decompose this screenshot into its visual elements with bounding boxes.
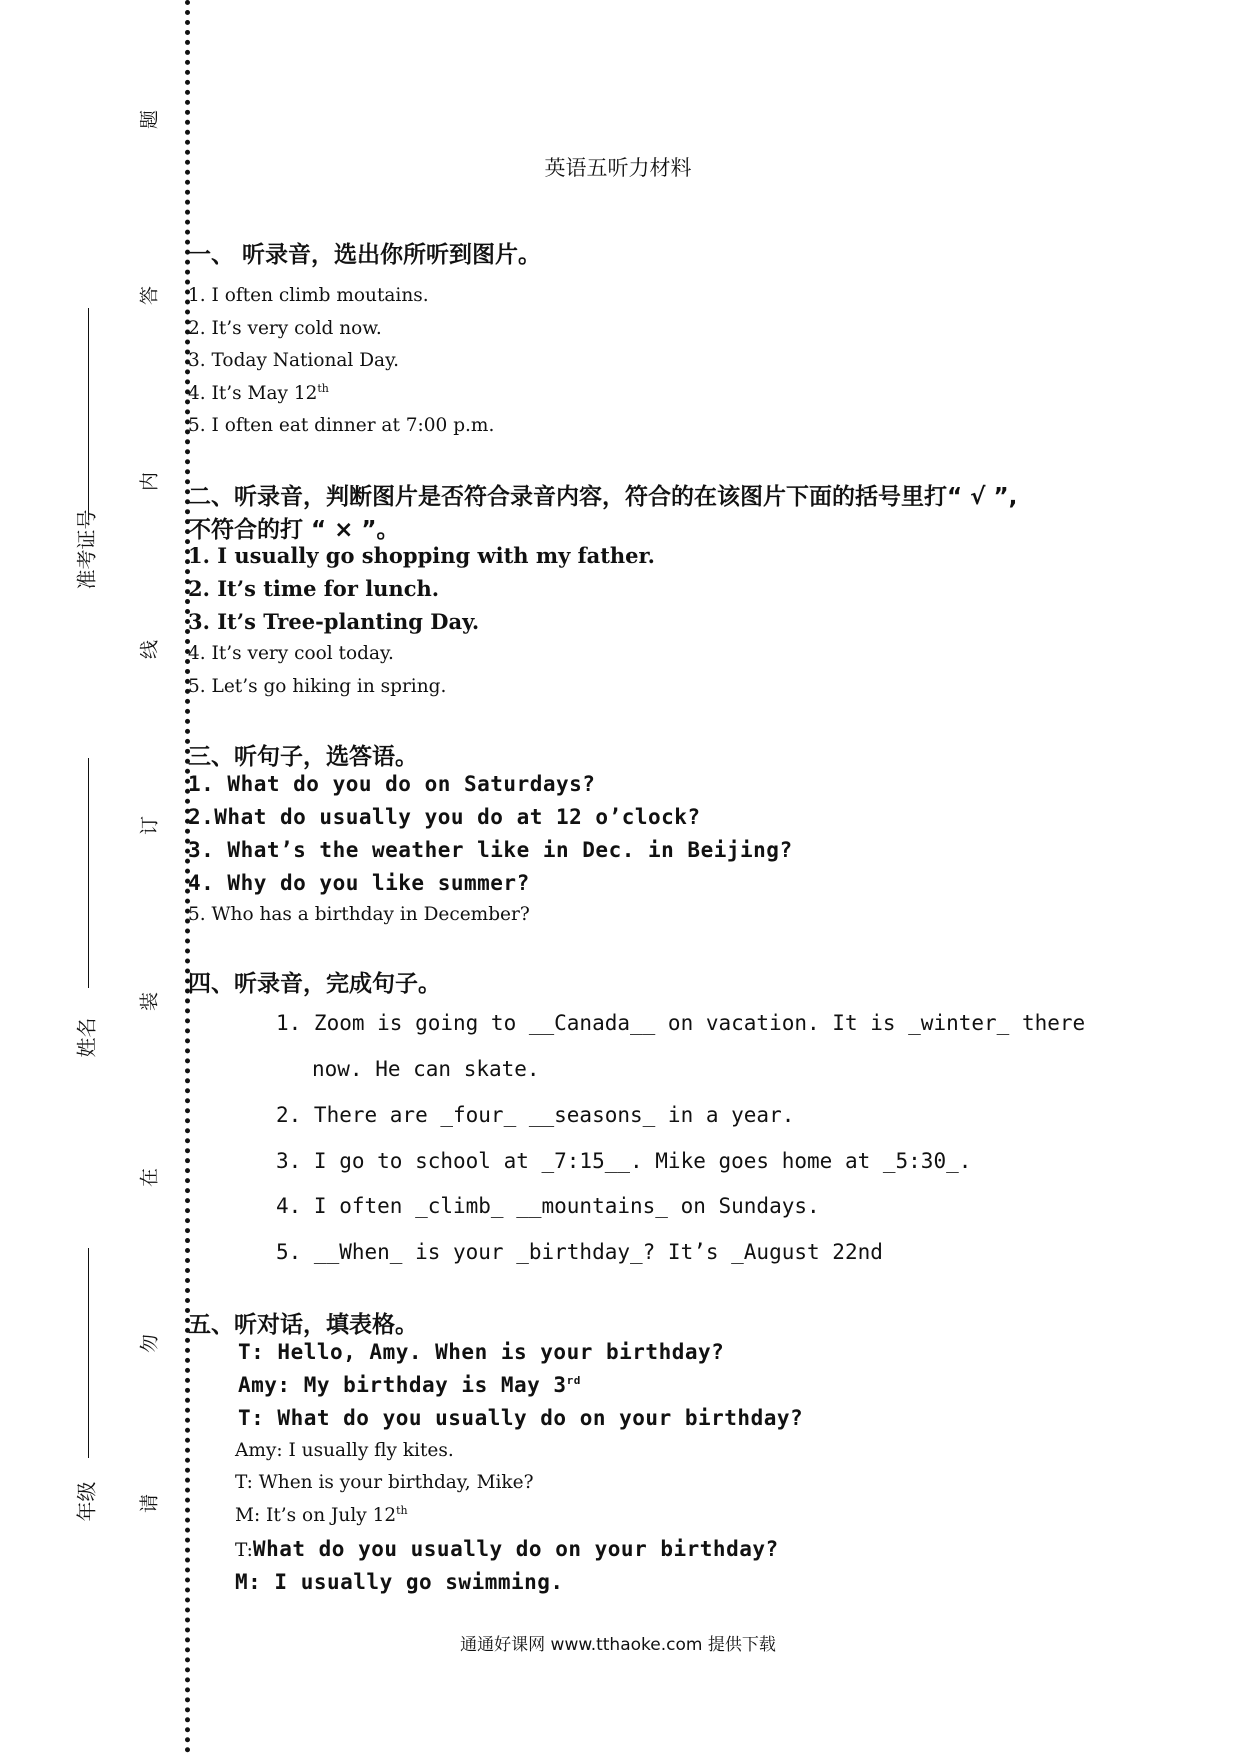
margin-char: 线 [138, 640, 161, 660]
section-2-heading-line1: 二、听录音，判断图片是否符合录音内容，符合的在该图片下面的括号里打“ √ ”, [188, 484, 1018, 510]
dialogue-line [235, 1537, 779, 1561]
dialogue-line: T: What do you usually do on your birthday? [238, 1406, 804, 1430]
name-underline [88, 758, 89, 988]
margin-char: 题 [138, 110, 161, 130]
s1-item-text: 4. It’s May 12 [188, 383, 318, 404]
margin-char: 勿 [138, 1334, 161, 1354]
margin-char: 订 [138, 816, 161, 836]
dialogue-line [235, 1505, 408, 1526]
section-2-heading-line2: 不符合的打 “ × ”。 [188, 517, 400, 543]
margin-char: 请 [138, 1494, 161, 1514]
speaker-prefix: T: [235, 1540, 253, 1561]
margin-char: 内 [138, 472, 161, 492]
page-footer: 通通好课网 www.tthaoke.com 提供下载 [460, 1635, 776, 1655]
s4-item: 3. I go to school at _7:15__. Mike goes home at _5:30_. [276, 1149, 972, 1173]
margin-char: 装 [138, 992, 161, 1012]
dialogue-text: What do you usually do on your birthday? [252, 1537, 779, 1561]
s3-item: 1. What do you do on Saturdays? [188, 772, 596, 796]
exam-number-underline [88, 308, 89, 520]
s4-item-continued: now. He can skate. [312, 1057, 540, 1081]
grade-underline [88, 1248, 89, 1458]
s2-item: 4. It’s very cool today. [188, 643, 394, 664]
s2-item: 1. I usually go shopping with my father. [188, 543, 655, 568]
s3-item: 3. What’s the weather like in Dec. in Beijing? [188, 838, 793, 862]
s4-item: 5. __When_ is your _birthday_? It’s _August 22nd [276, 1240, 883, 1264]
s2-item: 5. Let’s go hiking in spring. [188, 676, 447, 697]
margin-char: 在 [138, 1168, 161, 1188]
section-4-heading: 四、听录音，完成句子。 [188, 971, 441, 997]
dialogue-text: Amy: My birthday is May 3 [238, 1373, 567, 1397]
section-1-heading: 一、 听录音，选出你所听到图片。 [188, 242, 542, 268]
dialogue-line: Amy: I usually fly kites. [235, 1440, 454, 1461]
page-title: 英语五听力材料 [544, 156, 692, 180]
section-5-heading: 五、听对话，填表格。 [188, 1312, 418, 1338]
dialogue-line: T: When is your birthday, Mike? [235, 1472, 534, 1493]
grade-label: 年级 [74, 1481, 99, 1522]
exam-number-label: 准考证号 [74, 509, 99, 590]
margin-char: 答 [138, 286, 161, 306]
s1-item [188, 383, 329, 404]
s1-item: 1. I often climb moutains. [188, 285, 429, 306]
s1-item: 3. Today National Day. [188, 350, 399, 371]
s2-item: 2. It’s time for lunch. [188, 576, 440, 601]
s4-item: 1. Zoom is going to __Canada__ on vacation. It is _winter_ there [276, 1011, 1086, 1035]
section-3-heading: 三、听句子，选答语。 [188, 744, 418, 770]
s4-item: 2. There are _four_ __seasons_ in a year. [276, 1103, 795, 1127]
s3-item: 2.What do usually you do at 12 o’clock? [188, 805, 701, 829]
s1-item: 2. It’s very cold now. [188, 318, 382, 339]
s3-item: 5. Who has a birthday in December? [188, 904, 530, 925]
ordinal-suffix: rd [566, 1374, 581, 1387]
dialogue-line [238, 1373, 581, 1397]
ordinal-suffix: th [317, 381, 329, 395]
dialogue-text: M: It’s on July 12 [235, 1505, 397, 1526]
name-label: 姓名 [74, 1017, 99, 1058]
dialogue-line: T: Hello, Amy. When is your birthday? [238, 1340, 725, 1364]
dialogue-line: M: I usually go swimming. [235, 1570, 564, 1594]
s2-item: 3. It’s Tree-planting Day. [188, 609, 480, 634]
ordinal-suffix: th [396, 1503, 408, 1517]
s3-item: 4. Why do you like summer? [188, 871, 530, 895]
s1-item: 5. I often eat dinner at 7:00 p.m. [188, 415, 495, 436]
s4-item: 4. I often _climb_ __mountains_ on Sundays. [276, 1194, 820, 1218]
